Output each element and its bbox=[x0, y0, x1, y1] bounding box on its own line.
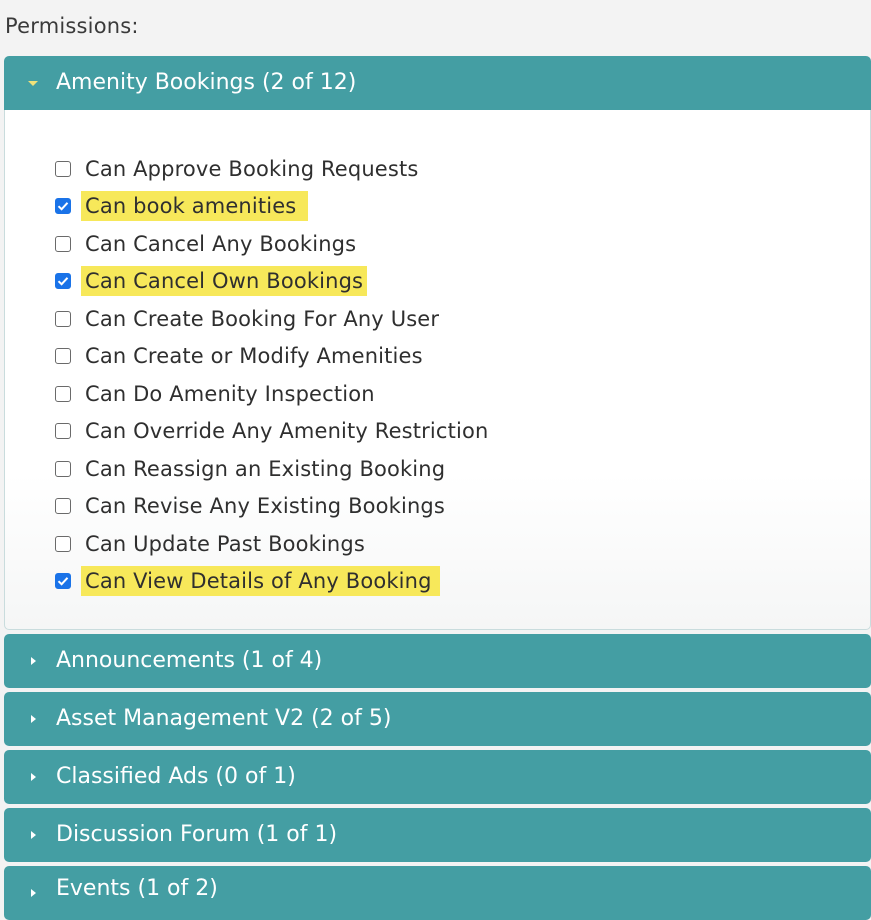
permission-item[interactable] bbox=[55, 525, 492, 563]
permission-label: Can Cancel Any Bookings bbox=[85, 231, 357, 256]
checkbox-checked[interactable] bbox=[55, 573, 71, 589]
checkbox[interactable] bbox=[55, 386, 71, 402]
permission-label: Can Revise Any Existing Bookings bbox=[85, 494, 445, 519]
accordion-title: Announcements (1 of 4) bbox=[56, 648, 323, 673]
permissions-label: Permissions: bbox=[5, 14, 139, 38]
permission-item[interactable] bbox=[55, 413, 492, 451]
accordion-title: Events (1 of 2) bbox=[56, 876, 218, 901]
permission-item[interactable] bbox=[55, 188, 492, 226]
accordion-header-announcements[interactable] bbox=[4, 634, 871, 688]
caret-down-icon bbox=[26, 56, 40, 110]
permission-item[interactable] bbox=[55, 338, 492, 376]
permission-item[interactable] bbox=[55, 375, 492, 413]
checkbox-checked[interactable] bbox=[55, 273, 71, 289]
permission-label: Can Approve Booking Requests bbox=[85, 156, 419, 181]
accordion-events bbox=[4, 866, 871, 920]
accordion-title: Classified Ads (0 of 1) bbox=[56, 764, 296, 789]
accordion-title: Discussion Forum (1 of 1) bbox=[56, 822, 338, 847]
permission-label: Can Override Any Amenity Restriction bbox=[85, 419, 489, 444]
permission-item[interactable] bbox=[55, 563, 492, 601]
accordion-header-amenity-bookings[interactable] bbox=[4, 56, 871, 110]
permission-label: Can Update Past Bookings bbox=[85, 531, 365, 556]
checkbox[interactable] bbox=[55, 423, 71, 439]
accordion-body-amenity-bookings bbox=[4, 110, 871, 630]
permission-item[interactable] bbox=[55, 300, 492, 338]
permission-item[interactable] bbox=[55, 225, 492, 263]
permission-label: Can book amenities bbox=[81, 191, 308, 221]
permission-label: Can Cancel Own Bookings bbox=[81, 266, 367, 296]
permission-item[interactable] bbox=[55, 488, 492, 526]
checkmark-icon bbox=[57, 576, 69, 586]
checkbox[interactable] bbox=[55, 498, 71, 514]
permission-list bbox=[55, 150, 492, 600]
accordion-header-events[interactable] bbox=[4, 866, 871, 920]
permission-label: Can Create Booking For Any User bbox=[85, 306, 440, 331]
caret-right-icon bbox=[26, 866, 40, 920]
checkmark-icon bbox=[57, 276, 69, 286]
permission-item[interactable] bbox=[55, 450, 492, 488]
checkbox[interactable] bbox=[55, 311, 71, 327]
caret-right-icon bbox=[26, 750, 40, 804]
permission-item[interactable] bbox=[55, 263, 492, 301]
checkmark-icon bbox=[57, 201, 69, 211]
accordion-discussion-forum bbox=[4, 808, 871, 862]
checkbox[interactable] bbox=[55, 536, 71, 552]
accordion-title: Amenity Bookings (2 of 12) bbox=[56, 70, 357, 95]
permission-label: Can Reassign an Existing Booking bbox=[85, 456, 446, 481]
caret-right-icon bbox=[26, 634, 40, 688]
checkbox[interactable] bbox=[55, 348, 71, 364]
accordion-header-discussion-forum[interactable] bbox=[4, 808, 871, 862]
caret-right-icon bbox=[26, 808, 40, 862]
checkbox[interactable] bbox=[55, 161, 71, 177]
checkbox-checked[interactable] bbox=[55, 198, 71, 214]
accordion-header-classified-ads[interactable] bbox=[4, 750, 871, 804]
accordion-classified-ads bbox=[4, 750, 871, 804]
permission-label: Can View Details of Any Booking bbox=[81, 566, 440, 596]
permission-label: Can Do Amenity Inspection bbox=[85, 381, 375, 406]
accordion-asset-management bbox=[4, 692, 871, 746]
accordion-title: Asset Management V2 (2 of 5) bbox=[56, 706, 392, 731]
checkbox[interactable] bbox=[55, 461, 71, 477]
accordion-header-asset-management[interactable] bbox=[4, 692, 871, 746]
checkbox[interactable] bbox=[55, 236, 71, 252]
permission-item[interactable] bbox=[55, 150, 492, 188]
caret-right-icon bbox=[26, 692, 40, 746]
accordion-amenity-bookings bbox=[4, 56, 871, 630]
permission-label: Can Create or Modify Amenities bbox=[85, 344, 423, 369]
accordion-announcements bbox=[4, 634, 871, 688]
